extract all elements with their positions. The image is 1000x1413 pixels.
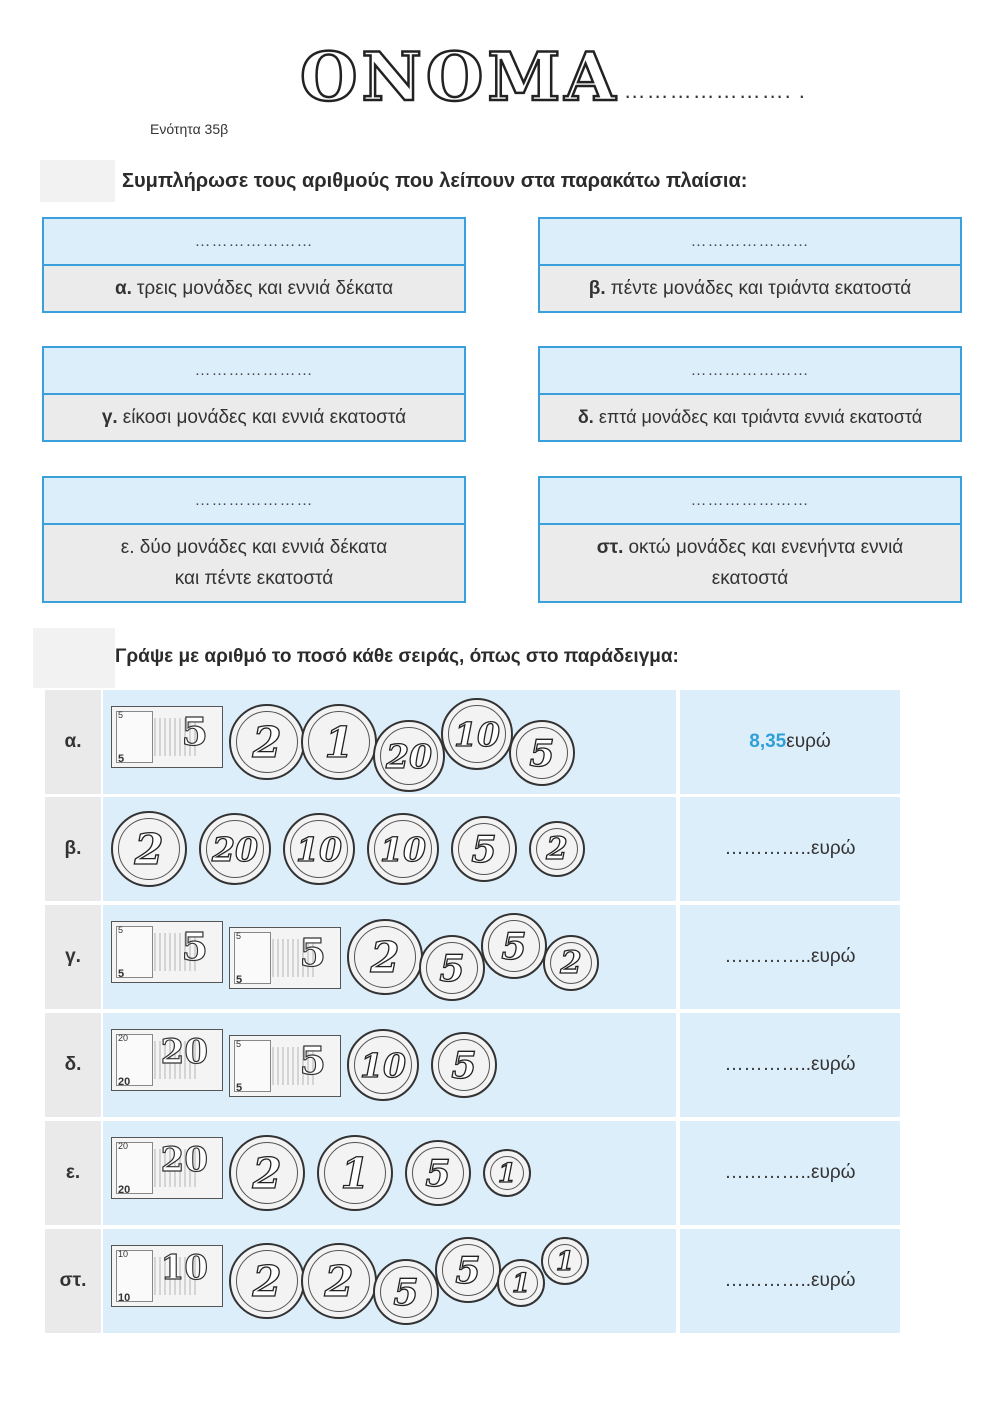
- coin-value: 5: [455, 1248, 481, 1292]
- money-cell: [103, 690, 676, 794]
- coin-10-cent: [367, 813, 439, 885]
- row-label: γ.: [45, 905, 101, 1009]
- coin-value: 1: [555, 1245, 575, 1277]
- banknote-10-euro: [111, 1245, 223, 1307]
- section-label: Ενότητα 35β: [150, 121, 229, 137]
- answer-unit: ευρώ: [811, 946, 856, 967]
- banknote-value: 5: [181, 709, 208, 754]
- coin-value: 5: [501, 924, 527, 968]
- coin-value: 10: [359, 1045, 407, 1085]
- row-label: β.: [45, 797, 101, 901]
- banknote-corner-value: 5: [118, 925, 124, 935]
- box-description: [44, 395, 464, 440]
- coin-20-cent: [373, 720, 445, 792]
- banknote-20-euro: [111, 1137, 223, 1199]
- answer-cell[interactable]: [680, 1013, 900, 1117]
- box-letter: β.: [588, 278, 606, 299]
- coin-2-cent: [529, 821, 585, 877]
- money-cell: [103, 1013, 676, 1117]
- banknote-bottom-value: 20: [118, 1184, 131, 1196]
- box-text-line2: και πέντε εκατοστά: [174, 568, 334, 589]
- coin-value: 20: [385, 736, 433, 776]
- coin-5-cent: [435, 1237, 501, 1303]
- coin-value: 2: [252, 717, 282, 767]
- banknote-20-euro: [111, 1029, 223, 1091]
- name-header: [300, 38, 806, 116]
- coin-1-cent: [541, 1237, 589, 1285]
- banknote-bottom-value: 5: [118, 968, 125, 980]
- box-text: πέντε μονάδες και τριάντα εκατοστά: [610, 278, 912, 299]
- box-description: [44, 525, 464, 601]
- coin-value: 20: [211, 829, 259, 869]
- answer-unit: ευρώ: [811, 838, 856, 859]
- row-label: στ.: [45, 1229, 101, 1333]
- banknote-5-euro: [229, 927, 341, 989]
- row-label: ε.: [45, 1121, 101, 1225]
- answer-blank[interactable]: …………………: [540, 348, 960, 395]
- box-description: [540, 525, 960, 601]
- answer-cell[interactable]: [680, 797, 900, 901]
- box-letter: δ.: [577, 407, 594, 427]
- name-dots: …………………. .: [623, 78, 806, 103]
- coin-value: 1: [497, 1157, 517, 1189]
- banknote-5-euro: [111, 921, 223, 983]
- answer-blank[interactable]: …………………: [540, 478, 960, 525]
- banknote-value: 5: [299, 1038, 326, 1083]
- coin-value: 2: [252, 1148, 282, 1198]
- coin-value: 10: [379, 829, 427, 869]
- coin-value: 2: [324, 1256, 354, 1306]
- box-description: [44, 266, 464, 311]
- answer-unit: ευρώ: [811, 1162, 856, 1183]
- coin-2-euro: [229, 1243, 305, 1319]
- money-cell: [103, 905, 676, 1009]
- fill-box-e: [42, 476, 466, 603]
- banknote-corner-value: 5: [118, 710, 124, 720]
- coin-2-euro: [229, 1135, 305, 1211]
- banknote-bottom-value: 20: [118, 1076, 131, 1088]
- money-cell: [103, 797, 676, 901]
- answer-blank[interactable]: …………………: [44, 219, 464, 266]
- answer-unit: ευρώ: [786, 731, 831, 752]
- exercise2-instruction: Γράψε με αριθμό το ποσό κάθε σειράς, όπως στο παράδειγμα:: [115, 646, 679, 667]
- row-label: α.: [45, 690, 101, 794]
- box-text: ε. δύο μονάδες και εννιά δέκατα: [120, 537, 388, 558]
- banknote-corner-value: 20: [118, 1033, 129, 1043]
- coin-5-cent: [509, 720, 575, 786]
- coin-5-cent: [373, 1259, 439, 1325]
- banknote-value: 5: [299, 930, 326, 975]
- answer-amount[interactable]: …………..: [724, 1162, 812, 1183]
- coin-2-euro: [229, 704, 305, 780]
- coin-value: 5: [425, 1151, 451, 1195]
- banknote-corner-value: 5: [236, 931, 242, 941]
- coin-10-cent: [441, 698, 513, 770]
- banknote-value: 5: [181, 924, 208, 969]
- box-letter: στ.: [596, 537, 624, 558]
- exercise1-instruction: Συμπλήρωσε τους αριθμούς που λείπουν στα παρακάτω πλαίσια:: [122, 170, 748, 192]
- row-label: δ.: [45, 1013, 101, 1117]
- answer-cell[interactable]: [680, 1121, 900, 1225]
- coin-value: 2: [134, 824, 164, 874]
- banknote-5-euro: [229, 1035, 341, 1097]
- coin-1-cent: [483, 1149, 531, 1197]
- coin-value: 2: [560, 945, 582, 981]
- coin-5-cent: [405, 1140, 471, 1206]
- answer-blank[interactable]: …………………: [540, 219, 960, 266]
- banknote-5-euro: [111, 706, 223, 768]
- answer-cell[interactable]: [680, 1229, 900, 1333]
- money-cell: [103, 1121, 676, 1225]
- exercise1-tab: [40, 160, 115, 202]
- coin-2-euro: [111, 811, 187, 887]
- banknote-bottom-value: 5: [118, 753, 125, 765]
- coin-1-euro: [317, 1135, 393, 1211]
- coin-value: 10: [295, 829, 343, 869]
- answer-blank[interactable]: …………………: [44, 348, 464, 395]
- coin-2-euro: [301, 1243, 377, 1319]
- coin-value: 5: [471, 827, 497, 871]
- coin-value: 1: [324, 717, 354, 767]
- coin-1-cent: [497, 1259, 545, 1307]
- banknote-corner-value: 10: [118, 1249, 129, 1259]
- answer-amount[interactable]: …………..: [724, 946, 812, 967]
- fill-box-a: [42, 217, 466, 313]
- banknote-corner-value: 20: [118, 1141, 129, 1151]
- box-text: οκτώ μονάδες και ενενήντα εννιά: [628, 537, 904, 558]
- answer-amount[interactable]: …………..: [724, 838, 812, 859]
- banknote-bottom-value: 10: [118, 1292, 131, 1304]
- coin-value: 2: [370, 932, 400, 982]
- coin-value: 1: [340, 1148, 370, 1198]
- coin-5-cent: [431, 1032, 497, 1098]
- coin-value: 1: [511, 1267, 531, 1299]
- coin-value: 5: [439, 946, 465, 990]
- answer-amount[interactable]: …………..: [724, 1054, 812, 1075]
- name-title: ONOMA: [300, 38, 620, 116]
- answer-amount[interactable]: …………..: [724, 1270, 812, 1291]
- coin-20-cent: [199, 813, 271, 885]
- fill-box-f: [538, 476, 962, 603]
- coin-10-cent: [347, 1029, 419, 1101]
- box-letter: γ.: [101, 407, 118, 428]
- coin-value: 2: [252, 1256, 282, 1306]
- banknote-bottom-value: 5: [236, 1082, 243, 1094]
- coin-10-cent: [283, 813, 355, 885]
- coin-value: 5: [393, 1270, 419, 1314]
- banknote-value: 10: [160, 1248, 208, 1288]
- answer-cell[interactable]: [680, 690, 900, 794]
- box-description: [540, 395, 960, 440]
- coin-value: 5: [451, 1043, 477, 1087]
- coin-1-euro: [301, 704, 377, 780]
- box-letter: α.: [114, 278, 132, 299]
- answer-unit: ευρώ: [811, 1270, 856, 1291]
- coin-5-cent: [419, 935, 485, 1001]
- exercise2-tab: [33, 628, 115, 688]
- box-text: τρεις μονάδες και εννιά δέκατα: [136, 278, 394, 299]
- coin-5-cent: [451, 816, 517, 882]
- answer-blank[interactable]: …………………: [44, 478, 464, 525]
- coin-2-euro: [347, 919, 423, 995]
- answer-amount[interactable]: 8,35: [749, 731, 787, 752]
- box-description: [540, 266, 960, 311]
- banknote-value: 20: [160, 1140, 208, 1180]
- coin-value: 5: [529, 731, 555, 775]
- box-text: επτά μονάδες και τριάντα εννιά εκατοστά: [598, 407, 923, 427]
- banknote-bottom-value: 5: [236, 974, 243, 986]
- coin-value: 10: [453, 714, 501, 754]
- answer-cell[interactable]: [680, 905, 900, 1009]
- money-cell: [103, 1229, 676, 1333]
- box-text: είκοσι μονάδες και εννιά εκατοστά: [122, 407, 407, 428]
- coin-2-cent: [543, 935, 599, 991]
- coin-5-cent: [481, 913, 547, 979]
- box-text-line2: εκατοστά: [711, 568, 789, 589]
- coin-value: 2: [546, 831, 568, 867]
- fill-box-c: [42, 346, 466, 442]
- answer-unit: ευρώ: [811, 1054, 856, 1075]
- banknote-corner-value: 5: [236, 1039, 242, 1049]
- fill-box-b: [538, 217, 962, 313]
- banknote-value: 20: [160, 1032, 208, 1072]
- fill-box-d: [538, 346, 962, 442]
